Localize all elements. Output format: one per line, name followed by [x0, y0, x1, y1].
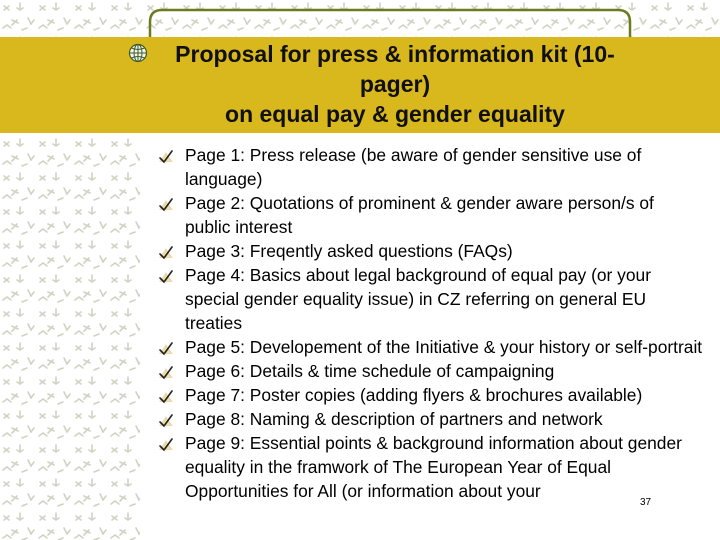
- checkmark-bullet-icon: [158, 197, 174, 212]
- page-number: 37: [640, 497, 652, 508]
- list-item-text: Page 1: Press release (be aware of gender sensitive use of language): [185, 145, 642, 189]
- list-item: [158, 335, 703, 359]
- list-item: [158, 359, 703, 383]
- slide-title: [150, 39, 640, 129]
- list-item: [158, 383, 703, 407]
- list-item-text: Page 2: Quotations of prominent & gender aware person/s of public interest: [185, 193, 654, 237]
- checkmark-bullet-icon: [158, 389, 174, 404]
- list-item: [158, 263, 703, 335]
- checkmark-bullet-icon: [158, 413, 174, 428]
- list-item-text: Page 5: Developement of the Initiative & your history or self-portrait: [185, 337, 703, 357]
- list-item-text: Page 3: Freqently asked questions (FAQs): [185, 241, 513, 261]
- checkmark-bullet-icon: [158, 437, 174, 452]
- list-item-text: Page 6: Details & time schedule of campaigning: [185, 361, 555, 381]
- checkmark-bullet-icon: [158, 365, 174, 380]
- list-item: [158, 191, 703, 239]
- content-list: [158, 143, 703, 503]
- title-line: pager): [359, 71, 431, 97]
- globe-bullet-icon: [128, 43, 148, 63]
- list-item: [158, 431, 703, 503]
- list-item-text: Page 8: Naming & description of partners and network: [185, 409, 603, 429]
- title-line: on equal pay & gender equality: [225, 101, 565, 127]
- list-item-text: Page 4: Basics about legal background of equal pay (or your special gender equality issue) in CZ referring on general EU treaties: [185, 265, 651, 333]
- list-item-text: Page 9: Essential points & background information about gender equality in the framwork of The European Year of Equal Opportunities for All (or information about your: [185, 433, 682, 501]
- checkmark-bullet-icon: [158, 341, 174, 356]
- checkmark-bullet-icon: [158, 245, 174, 260]
- checkmark-bullet-icon: [158, 149, 174, 164]
- list-item: [158, 143, 703, 191]
- title-line: Proposal for press & information kit (10-: [175, 41, 615, 67]
- list-item-text: Page 7: Poster copies (adding flyers & brochures available): [185, 385, 643, 405]
- checkmark-bullet-icon: [158, 269, 174, 284]
- list-item: [158, 239, 703, 263]
- list-item: [158, 407, 703, 431]
